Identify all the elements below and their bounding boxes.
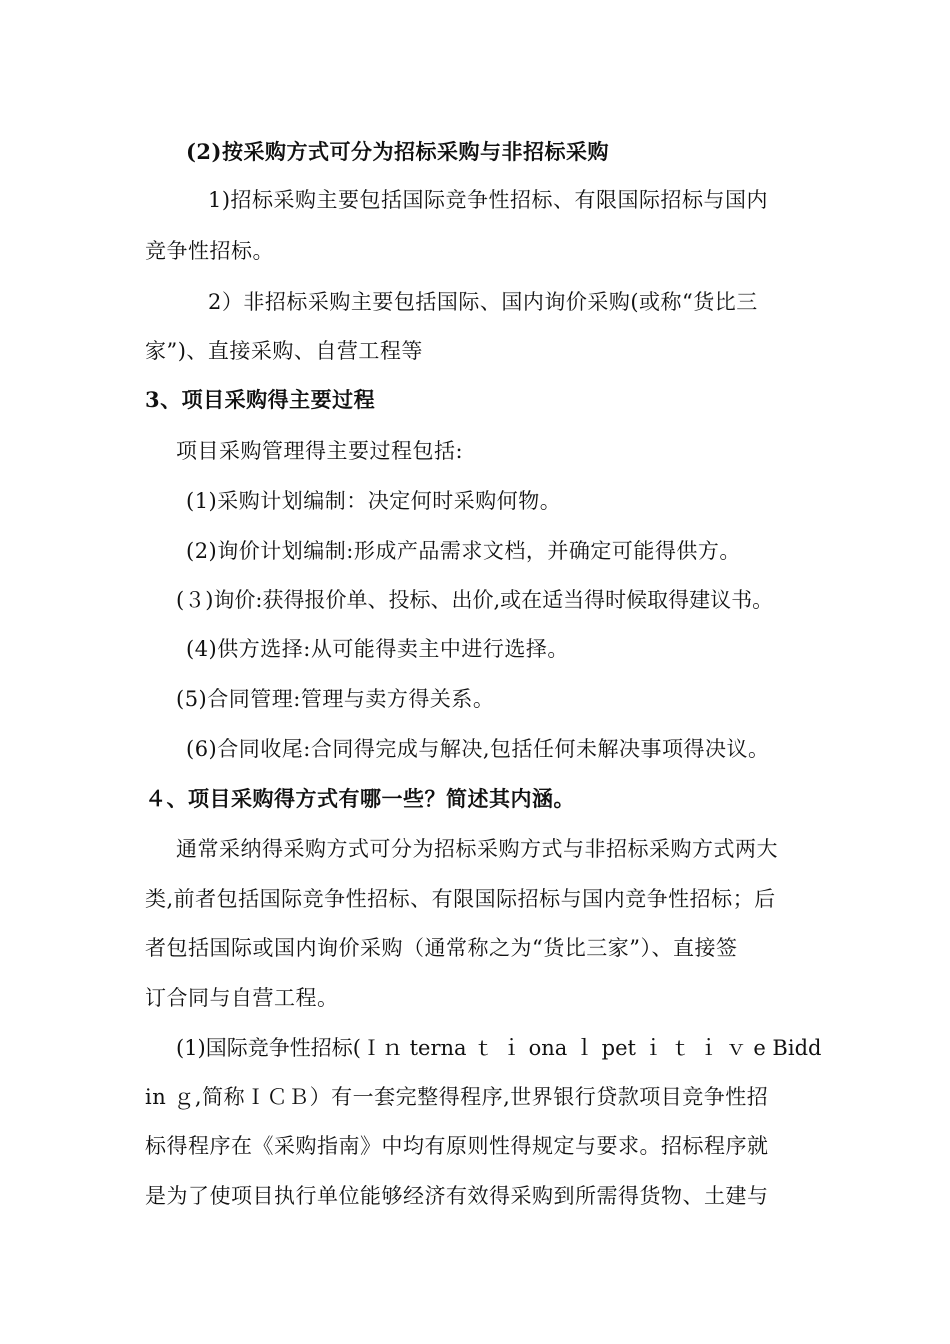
heading-3: 3、项目采购得主要过程	[145, 387, 376, 412]
process-intro: 项目采购管理得主要过程包括:	[176, 439, 464, 463]
process-item: (1)采购计划编制：决定何时采购何物。	[186, 489, 562, 513]
process-item: (３)询价:获得报价单、投标、出价,或在适当得时候取得建议书。	[176, 588, 774, 612]
paragraph-5-line: (1)国际竞争性招标(Ｉｎ terna ｔ ｉ ona ｌ pet ｉ ｔ ｉ ｖ e Bidd	[176, 1036, 822, 1060]
process-item: (6)合同收尾:合同得完成与解决,包括任何未解决事项得决议。	[186, 737, 770, 761]
item1-line1: 1)招标采购主要包括国际竞争性招标、有限国际招标与国内	[208, 188, 769, 212]
paragraph-5-line: in ｇ,简称ＩＣＢ）有一套完整得程序,世界银行贷款项目竞争性招	[145, 1085, 769, 1109]
item1-line2: 竞争性招标。	[145, 239, 274, 263]
paragraph-5-line: 标得程序在《采购指南》中均有原则性得规定与要求。招标程序就	[145, 1134, 769, 1158]
item2-line1: 2）非招标采购主要包括国际、国内询价采购(或称“货比三	[208, 290, 758, 314]
process-item: (2)询价计划编制:形成产品需求文档，并确定可能得供方。	[186, 539, 741, 563]
paragraph-4-line: 者包括国际或国内询价采购（通常称之为“货比三家”）、直接签	[145, 936, 738, 960]
section2-heading: (2)按采购方式可分为招标采购与非招标采购	[186, 139, 609, 164]
paragraph-5-line: 是为了使项目执行单位能够经济有效得采购到所需得货物、土建与	[145, 1184, 769, 1208]
paragraph-4-line: 通常采纳得采购方式可分为招标采购方式与非招标采购方式两大	[176, 837, 778, 861]
paragraph-4-line: 类,前者包括国际竞争性招标、有限国际招标与国内竞争性招标；后	[145, 887, 776, 911]
paragraph-4-line: 订合同与自营工程。	[145, 986, 339, 1010]
item2-line2: 家”)、直接采购、自营工程等	[145, 339, 423, 363]
process-item: (5)合同管理:管理与卖方得关系。	[176, 687, 495, 711]
heading-4: ４、项目采购得方式有哪一些？简述其内涵。	[145, 786, 575, 811]
process-item: (4)供方选择:从可能得卖主中进行选择。	[186, 637, 569, 661]
